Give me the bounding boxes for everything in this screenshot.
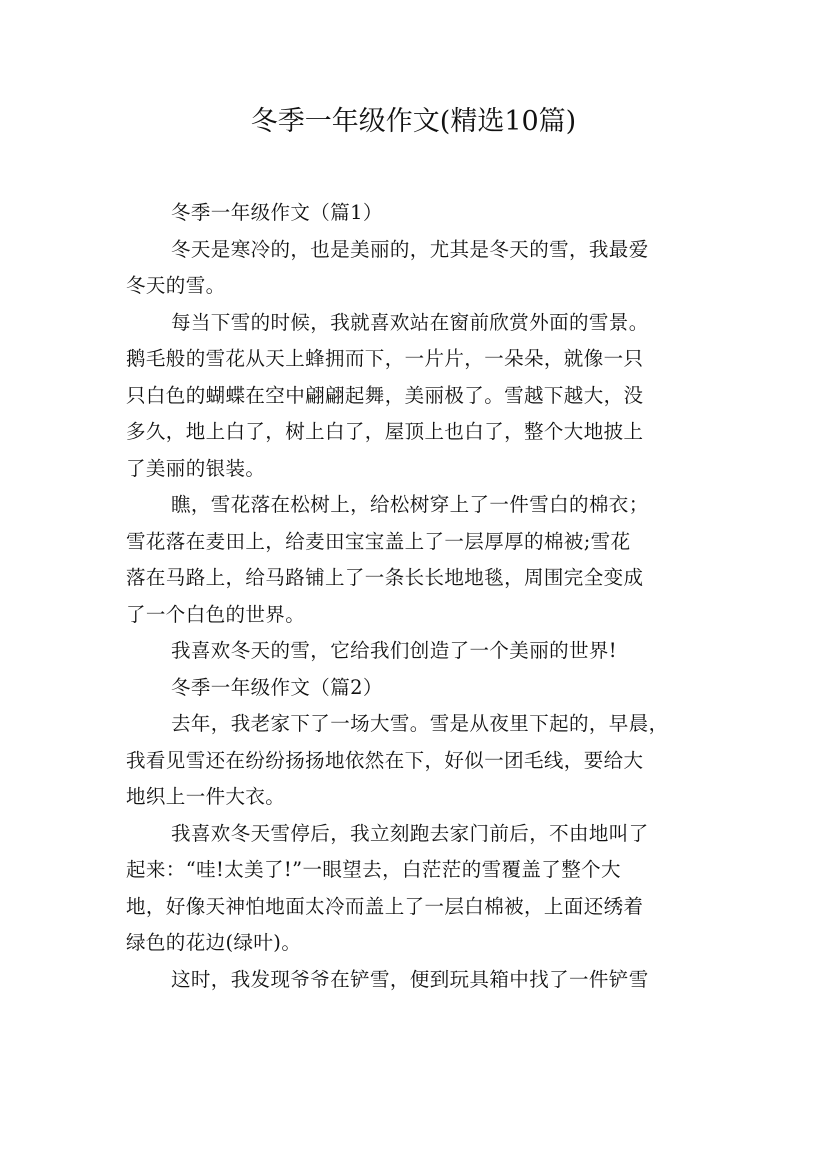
text-line: 起来：“哇!太美了!”一眼望去，白茫茫的雪覆盖了整个大 (126, 858, 621, 881)
text-line: 我喜欢冬天雪停后，我立刻跑去家门前后，不由地叫了 (171, 821, 649, 845)
text-line: 雪花落在麦田上，给麦田宝宝盖上了一层厚厚的棉被;雪花 (126, 529, 631, 553)
text-line: 瞧，雪花落在松树上，给松树穿上了一件雪白的棉衣； (171, 493, 649, 516)
text-line: 地，好像天神怕地面太冷而盖上了一层白棉被，上面还绣着 (126, 894, 644, 918)
text-line: 鹅毛般的雪花从天上蜂拥而下，一片片，一朵朵，就像一只 (126, 347, 644, 370)
text-line: 绿色的花边(绿叶)。 (126, 931, 302, 954)
text-line: 每当下雪的时候，我就喜欢站在窗前欣赏外面的雪景。 (171, 310, 649, 334)
text-line: 冬天的雪。 (126, 274, 226, 297)
text-line: 只白色的蝴蝶在空中翩翩起舞，美丽极了。雪越下越大，没 (126, 383, 644, 407)
text-line: 了一个白色的世界。 (126, 602, 306, 626)
text-line: 冬季一年级作文（篇1） (171, 201, 383, 224)
document-title: 冬季一年级作文(精选10篇) (250, 106, 577, 137)
text-line: 落在马路上，给马路铺上了一条长长地地毯，周围完全变成 (126, 566, 644, 589)
document-body (126, 195, 706, 998)
text-line: 我喜欢冬天的雪，它给我们创造了一个美丽的世界! (171, 639, 618, 662)
text-line: 冬天是寒冷的，也是美丽的，尤其是冬天的雪，我最爱 (171, 237, 649, 261)
text-line: 了美丽的银装。 (126, 456, 266, 480)
text-line: 去年，我老家下了一场大雪。雪是从夜里下起的，早晨， (171, 712, 669, 735)
text-line: 地织上一件大衣。 (126, 785, 286, 808)
text-line: 冬季一年级作文（篇2） (171, 675, 383, 699)
text-line: 这时，我发现爷爷在铲雪，便到玩具箱中找了一件铲雪 (171, 967, 649, 991)
text-line: 我看见雪还在纷纷扬扬地依然在下，好似一团毛线，要给大 (126, 748, 644, 772)
text-line: 多久，地上白了，树上白了，屋顶上也白了，整个大地披上 (126, 420, 644, 443)
